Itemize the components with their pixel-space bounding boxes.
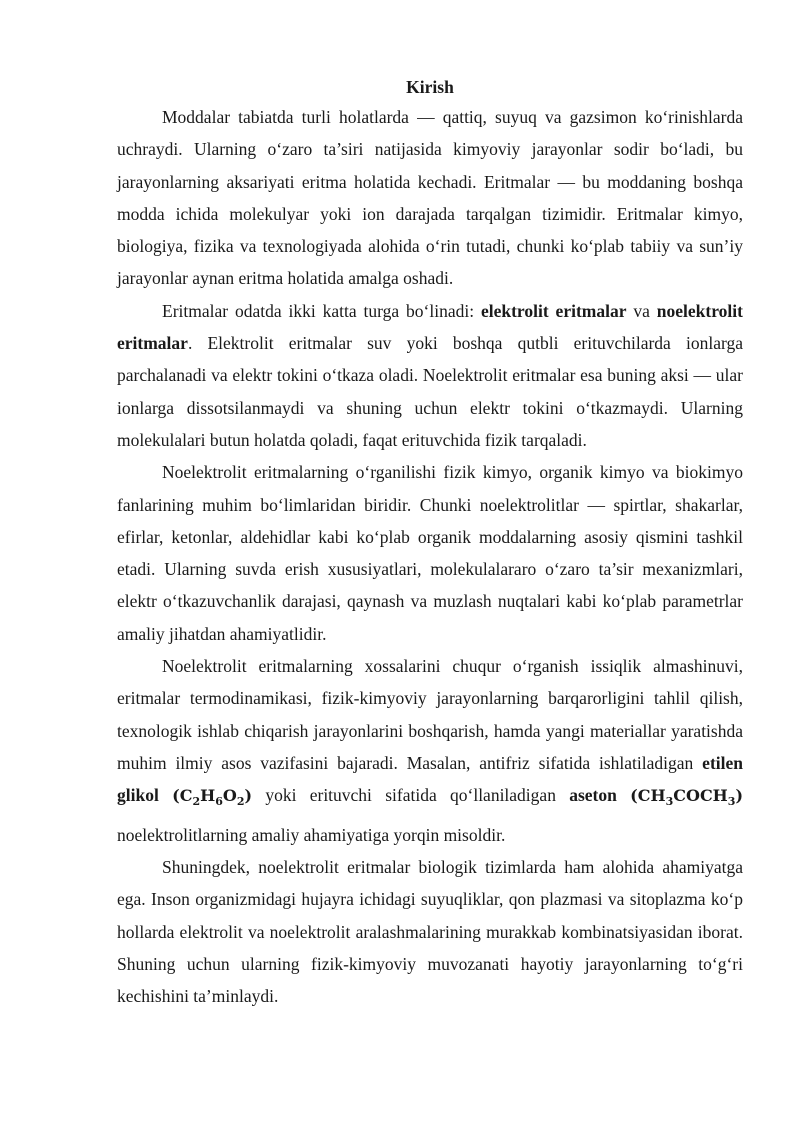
paragraph-2-text-2: va xyxy=(626,300,657,321)
document-page xyxy=(117,73,743,1013)
term-acetone: aseton xyxy=(569,785,617,806)
formula-acetone: $(CH_3COCH_3)$ xyxy=(630,786,744,809)
paragraph-4-text-2: yoki erituvchi sifatida qo‘llaniladigan xyxy=(252,785,570,806)
paragraph-1: Moddalar tabiatda turli holatlarda — qattiq, suyuq va gazsimon ko‘rinishlarda uchraydi. Ularning o‘zaro ta’siri natijasida kimyoviy jarayonlar sodir bo‘ladi, bu jarayonlarning aksariyati eritma holatida kechadi. Eritmalar — bu moddaning boshqa modda ichida molekulyar yoki ion darajada tarqalgan tizimidir. Eritmalar kimyo, biologiya, fizika va texnologiyada alohida o‘rin tutadi, chunki ko‘plab tabiiy va sun’iy jarayonlar aynan eritma holatida amalga oshadi. xyxy=(117,107,743,289)
paragraph-4-text-3: noelektrolitlarning amaliy ahamiyatiga yorqin misoldir. xyxy=(117,824,506,845)
formula-ethylene-glycol: $(C_2H_6O_2)$ xyxy=(172,786,253,809)
paragraph-4 xyxy=(117,650,743,851)
paragraph-5: Shuningdek, noelektrolit eritmalar biologik tizimlarda ham alohida ahamiyatga ega. Inson organizmidagi hujayra ichidagi suyuqliklar, qon plazmasi va sitoplazma ko‘p hollarda elektrolit va noelektrolit aralashmalarining murakkab kombinatsiyasidan iborat. Shuning uchun ularning fizik-kimyoviy muvozanati hayotiy jarayonlarning to‘g‘ri kechishini ta’minlaydi. xyxy=(117,857,743,1007)
term-electrolyte-solutions: elektrolit eritmalar xyxy=(480,300,627,321)
term-ethylene-glycol: etilen glikol xyxy=(117,752,743,806)
term-nonelectrolyte-solutions: noelektrolit eritmalar xyxy=(117,300,743,354)
paragraph-3: Noelektrolit eritmalarning o‘rganilishi fizik kimyo, organik kimyo va biokimyo fanlarining muhim bo‘limlaridan biridir. Chunki noelektrolitlar — spirtlar, shakarlar, efirlar, ketonlar, aldehidlar kabi ko‘plab organik moddalarning asosiy qismini tashkil etadi. Ularning suvda erish xususiyatlari, molekulalararo o‘zaro ta’sir mexanizmlari, elektr o‘tkazuvchanlik darajasi, qaynash va muzlash nuqtalari kabi ko‘plab parametrlar amaliy jihatdan ahamiyatlidir. xyxy=(117,462,743,644)
document-title: Kirish xyxy=(406,77,454,97)
paragraph-2 xyxy=(117,295,743,456)
paragraph-4-text-1: Noelektrolit eritmalarning xossalarini chuqur o‘rganish issiqlik almashinuvi, eritmalar termodinamikasi, fizik-kimyoviy jarayonlarning barqarorligini tahlil qilish, texnologik ishlab chiqarish jarayonlarini boshqarish, hamda yangi materiallar yaratishda muhim ilmiy asos vazifasini bajaradi. Masalan, antifriz sifatida ishlatiladigan xyxy=(117,656,743,773)
paragraph-2-text-3: . Elektrolit eritmalar suv yoki boshqa qutbli erituvchilarda ionlarga parchalanadi va elektr tokini o‘tkaza oladi. Noelektrolit eritmalar esa buning aksi — ular ionlarga dissotsilanmaydi va shuning uchun elektr tokini o‘tkazmaydi. Ularning molekulalari butun holatda qoladi, faqat erituvchida fizik tarqaladi. xyxy=(117,333,743,450)
paragraph-2-text-1: Eritmalar odatda ikki katta turga bo‘linadi: xyxy=(162,300,481,321)
